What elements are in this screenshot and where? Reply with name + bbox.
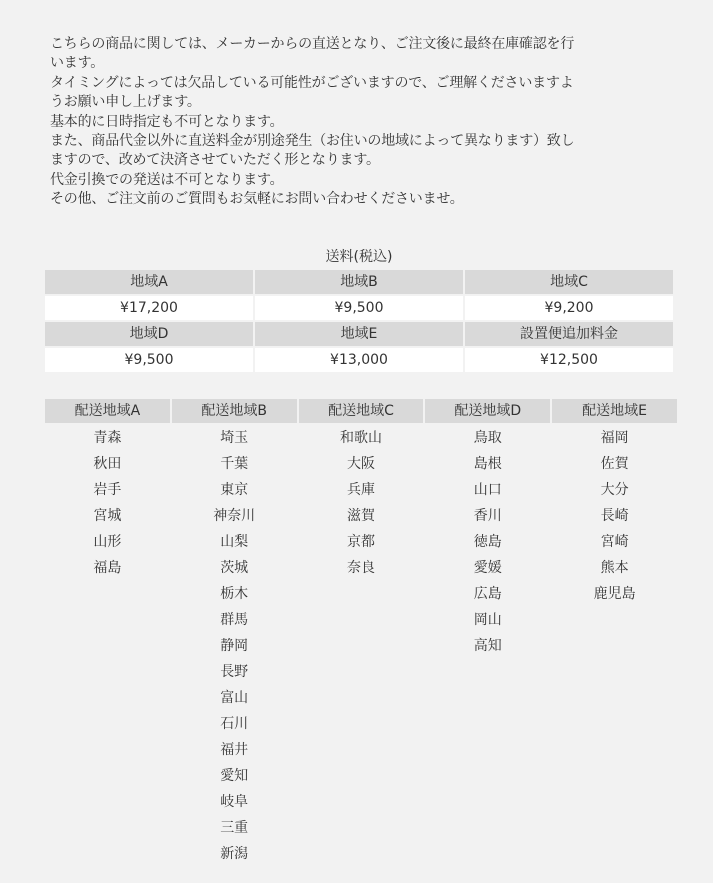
prefecture-item: 石川 bbox=[220, 716, 249, 732]
region-column bbox=[45, 399, 170, 867]
prefecture-list bbox=[45, 423, 170, 581]
prefecture-item: 熊本 bbox=[600, 560, 629, 576]
prefecture-item: 埼玉 bbox=[220, 430, 249, 446]
prefecture-item: 岩手 bbox=[93, 482, 122, 498]
delivery-regions-table bbox=[45, 399, 677, 867]
prefecture-item: 千葉 bbox=[220, 456, 249, 472]
shipping-fee-table bbox=[45, 270, 673, 372]
prefecture-item: 大阪 bbox=[346, 456, 375, 472]
prefecture-item: 愛知 bbox=[220, 768, 249, 784]
prefecture-item: 愛媛 bbox=[473, 560, 502, 576]
prefecture-item: 鳥取 bbox=[473, 430, 502, 446]
prefecture-list bbox=[299, 423, 424, 581]
prefecture-item: 福島 bbox=[93, 560, 122, 576]
fee-header-region-d: 地域D bbox=[45, 322, 253, 346]
prefecture-item: 奈良 bbox=[346, 560, 375, 576]
prefecture-item: 鹿児島 bbox=[593, 586, 636, 602]
fee-value-region-a: ¥17,200 bbox=[45, 296, 253, 320]
notice-line: うお願い申し上げます。 bbox=[50, 94, 201, 111]
prefecture-item: 福岡 bbox=[600, 430, 629, 446]
notice-line: タイミングによっては欠品している可能性がございますので、ご理解くださいますよ bbox=[50, 74, 574, 91]
region-header: 配送地域D bbox=[425, 399, 550, 423]
prefecture-item: 岡山 bbox=[473, 612, 502, 628]
prefecture-item: 静岡 bbox=[220, 638, 249, 654]
prefecture-item: 宮城 bbox=[93, 508, 122, 524]
prefecture-item: 東京 bbox=[220, 482, 249, 498]
fee-table-caption: 送料(税込) bbox=[325, 249, 393, 265]
prefecture-item: 島根 bbox=[473, 456, 502, 472]
prefecture-item: 秋田 bbox=[93, 456, 122, 472]
fee-value-region-b: ¥9,500 bbox=[255, 296, 463, 320]
prefecture-item: 京都 bbox=[346, 534, 375, 550]
prefecture-item: 広島 bbox=[473, 586, 502, 602]
prefecture-list bbox=[172, 423, 297, 867]
prefecture-item: 群馬 bbox=[220, 612, 249, 628]
region-column bbox=[299, 399, 424, 867]
prefecture-item: 栃木 bbox=[220, 586, 249, 602]
region-column bbox=[425, 399, 550, 867]
notice-line: また、商品代金以外に直送料金が別途発生（お住いの地域によって異なります）致し bbox=[50, 133, 575, 150]
region-header: 配送地域B bbox=[172, 399, 297, 423]
notice-line: その他、ご注文前のご質問もお気軽にお問い合わせくださいませ。 bbox=[50, 191, 464, 208]
prefecture-item: 山口 bbox=[473, 482, 502, 498]
notice-line: います。 bbox=[50, 55, 105, 72]
region-column bbox=[172, 399, 297, 867]
fee-header-region-c: 地域C bbox=[465, 270, 673, 294]
fee-header-region-a: 地域A bbox=[45, 270, 253, 294]
prefecture-item: 茨城 bbox=[220, 560, 249, 576]
prefecture-item: 大分 bbox=[600, 482, 629, 498]
notice-line: ますので、改めて決済させていただく形となります。 bbox=[50, 152, 380, 169]
prefecture-item: 佐賀 bbox=[600, 456, 629, 472]
fee-header-installation: 設置便追加料金 bbox=[465, 322, 673, 346]
prefecture-item: 長野 bbox=[220, 664, 249, 680]
prefecture-item: 宮崎 bbox=[600, 534, 629, 550]
prefecture-item: 山形 bbox=[93, 534, 122, 550]
fee-value-region-e: ¥13,000 bbox=[255, 348, 463, 372]
prefecture-item: 和歌山 bbox=[339, 430, 382, 446]
shipping-notice bbox=[50, 35, 690, 210]
prefecture-item: 富山 bbox=[220, 690, 249, 706]
fee-header-region-e: 地域E bbox=[255, 322, 463, 346]
prefecture-item: 岐阜 bbox=[220, 794, 249, 810]
prefecture-item: 滋賀 bbox=[346, 508, 375, 524]
fee-value-region-d: ¥9,500 bbox=[45, 348, 253, 372]
notice-line: 基本的に日時指定も不可となります。 bbox=[50, 113, 284, 130]
region-column bbox=[552, 399, 677, 867]
prefecture-item: 長崎 bbox=[600, 508, 629, 524]
prefecture-item: 徳島 bbox=[473, 534, 502, 550]
prefecture-item: 兵庫 bbox=[346, 482, 375, 498]
prefecture-item: 高知 bbox=[473, 638, 502, 654]
prefecture-item: 神奈川 bbox=[213, 508, 256, 524]
fee-header-region-b: 地域B bbox=[255, 270, 463, 294]
region-header: 配送地域E bbox=[552, 399, 677, 423]
notice-line: 代金引換での発送は不可となります。 bbox=[50, 171, 284, 188]
prefecture-item: 新潟 bbox=[220, 846, 249, 862]
fee-value-region-c: ¥9,200 bbox=[465, 296, 673, 320]
prefecture-list bbox=[425, 423, 550, 659]
prefecture-item: 青森 bbox=[93, 430, 122, 446]
prefecture-list bbox=[552, 423, 677, 607]
prefecture-item: 三重 bbox=[220, 820, 249, 836]
region-header: 配送地域A bbox=[45, 399, 170, 423]
region-header: 配送地域C bbox=[299, 399, 424, 423]
prefecture-item: 福井 bbox=[220, 742, 249, 758]
prefecture-item: 香川 bbox=[473, 508, 502, 524]
prefecture-item: 山梨 bbox=[220, 534, 249, 550]
fee-value-installation: ¥12,500 bbox=[465, 348, 673, 372]
notice-line: こちらの商品に関しては、メーカーからの直送となり、ご注文後に最終在庫確認を行 bbox=[50, 36, 575, 52]
